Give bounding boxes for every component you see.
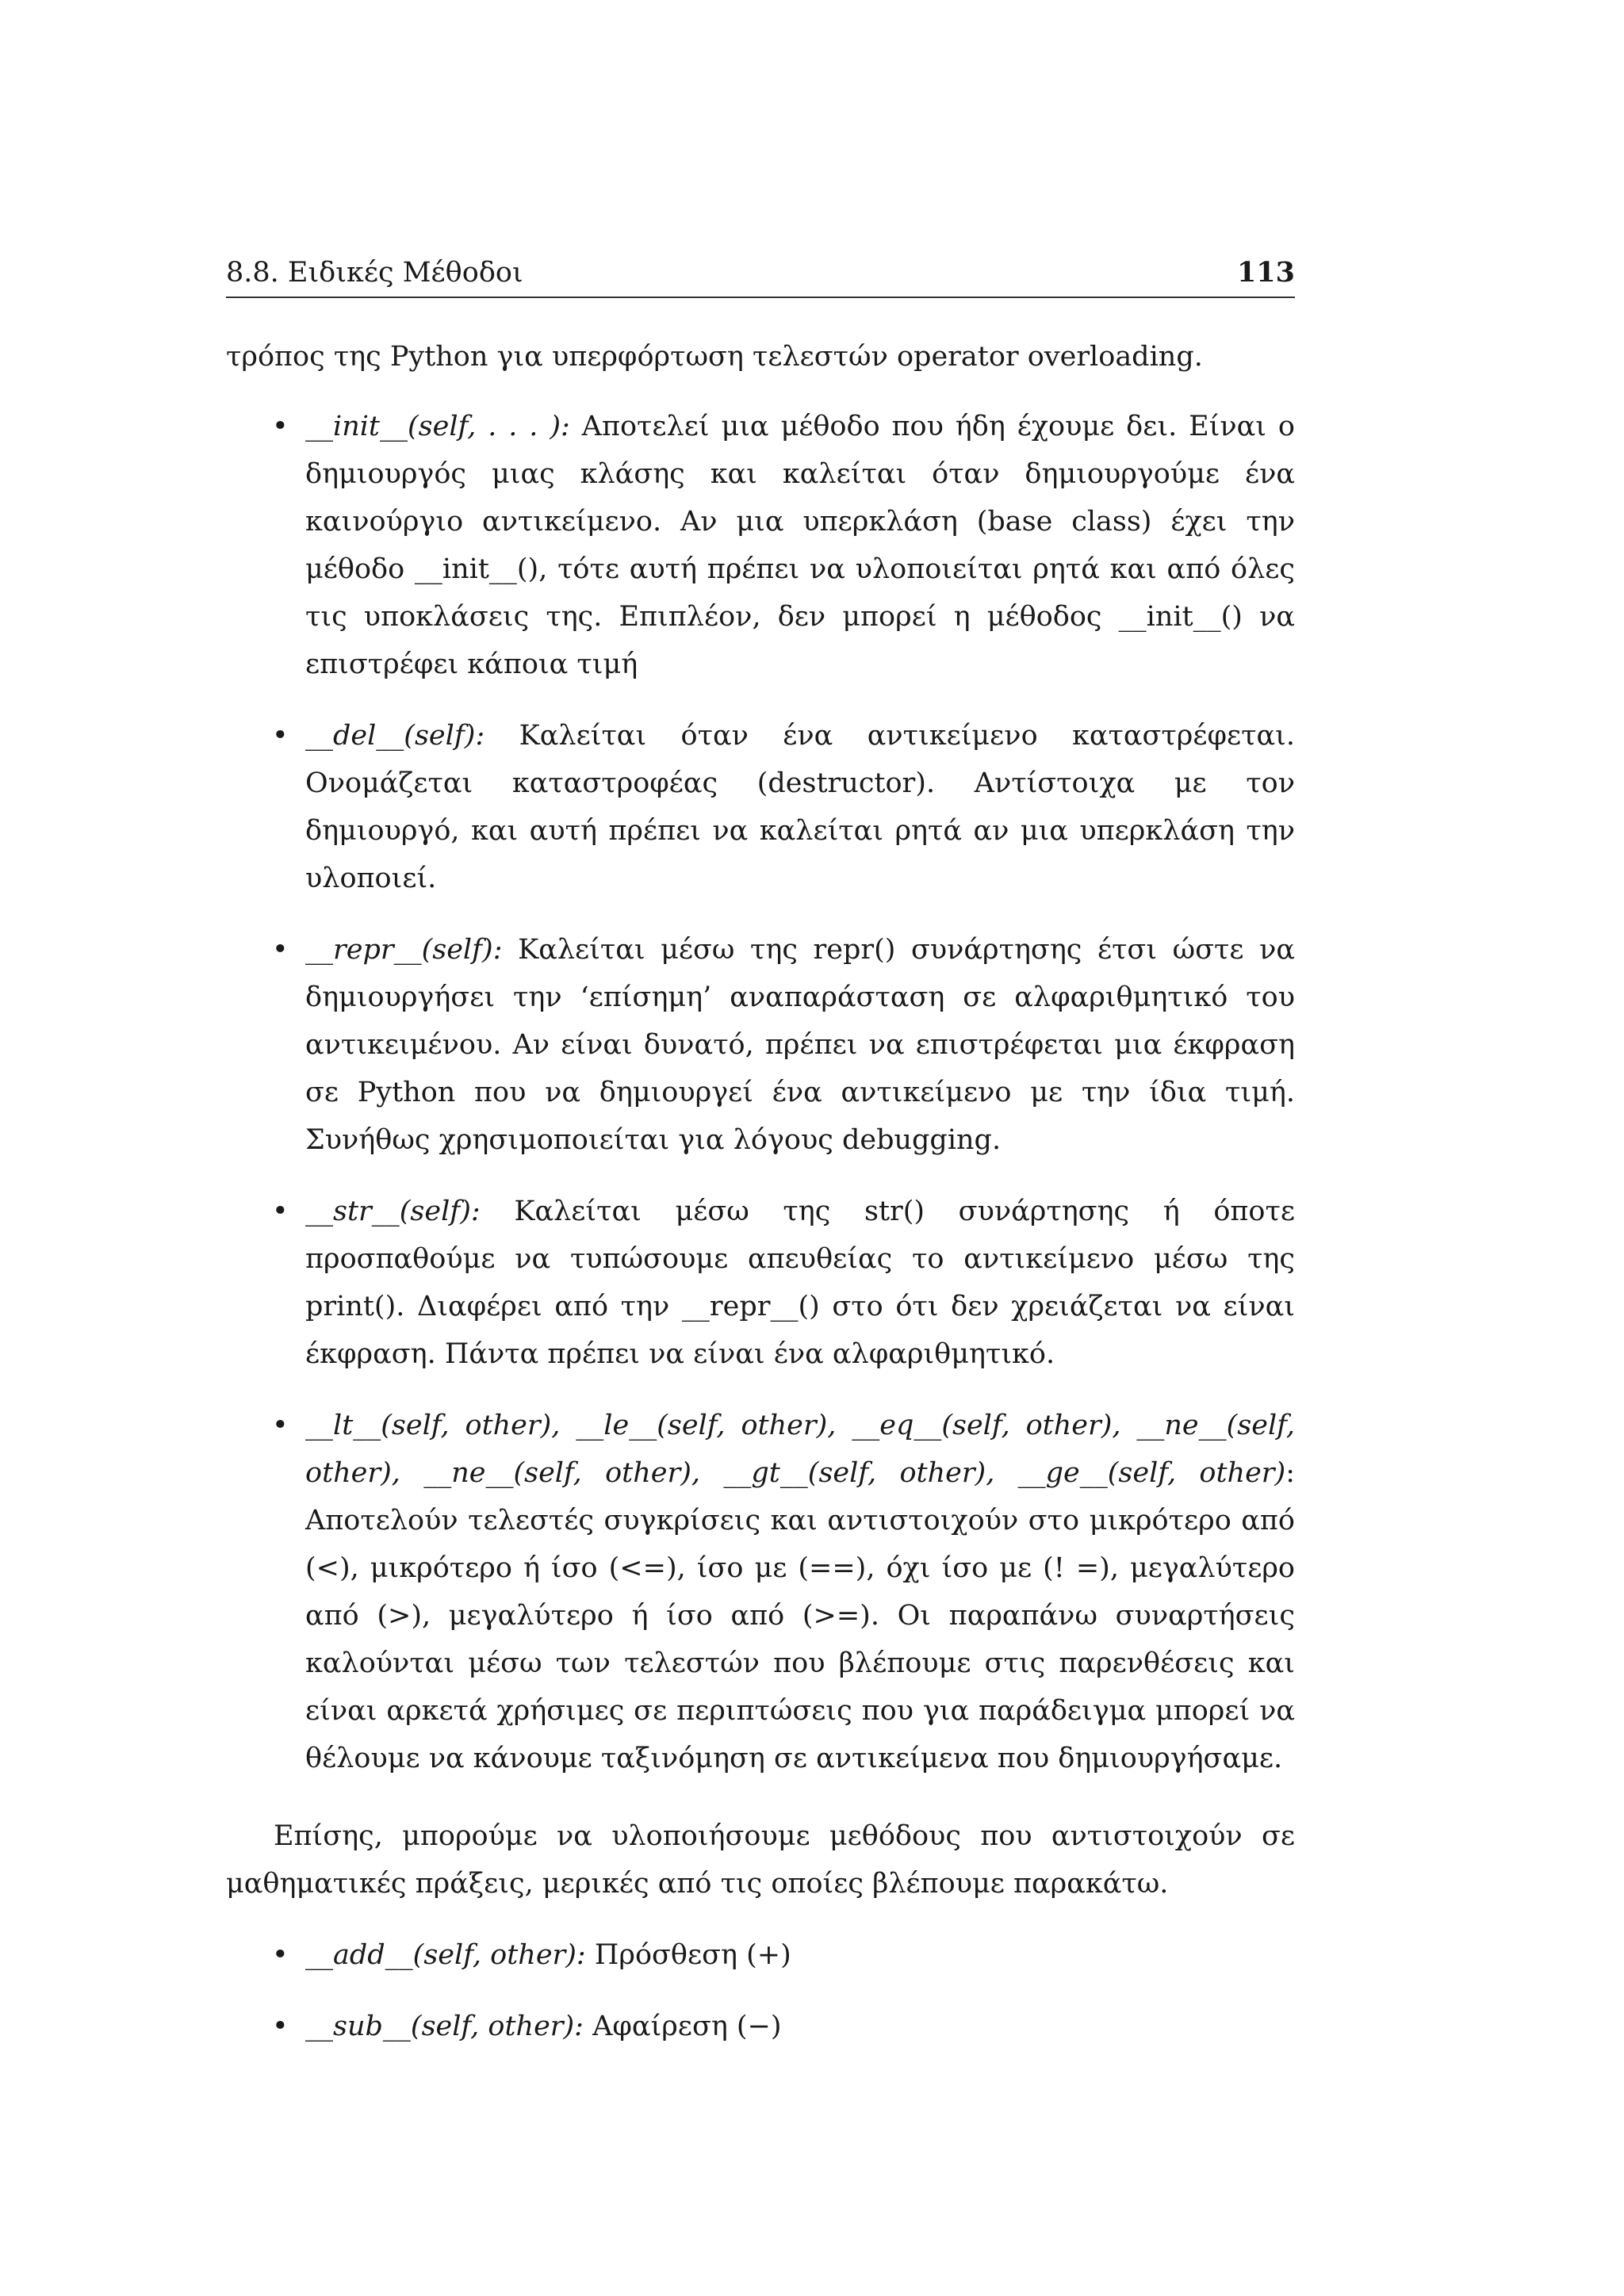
method-description: Καλείται μέσω της str() συνάρτησης ή όποτε προσπαθούμε να τυπώσουμε απευθείας το αντικείμενο μέσω της print(). Διαφέρει από την __repr__() στο ότι δεν χρειάζεται να είναι έκφραση. Πάντα πρέπει να είναι ένα αλφαριθμητικό. bbox=[305, 1196, 1295, 1370]
method-signature: __sub__(self, other): bbox=[305, 2011, 584, 2042]
math-methods-list bbox=[226, 1931, 1295, 2050]
intro-line: τρόπος της Python για υπερφόρτωση τελεστών operator overloading. bbox=[226, 341, 1203, 373]
method-description: Καλείται όταν ένα αντικείμενο καταστρέφεται. Ονομάζεται καταστροφέας (destructor). Αντίστοιχα με τον δημιουργό, και αυτή πρέπει να καλείται ρητά αν μια υπερκλάση την υλοποιεί. bbox=[305, 720, 1295, 894]
section-title: 8.8. Ειδικές Μέθοδοι bbox=[226, 257, 523, 289]
bullet-icon: • bbox=[272, 2011, 289, 2042]
method-description: Πρόσθεση (+) bbox=[585, 1939, 791, 1971]
bullet-icon: • bbox=[272, 411, 289, 442]
list-item bbox=[226, 1402, 1295, 1782]
list-item bbox=[226, 2003, 1295, 2050]
method-description: : Αποτελούν τελεστές συγκρίσεις και αντιστοιχούν στο μικρότερο από (<), μικρότερο ή ίσο (<=), ίσο με (==), όχι ίσο με (! =), μεγαλύτερο από (>), μεγαλύτερο ή ίσο από (>=). Οι παραπάνω συναρτήσεις καλούνται μέσω των τελεστών που βλέπουμε στις παρενθέσεις και είναι αρκετά χρήσιμες σε περιπτώσεις που για παράδειγμα μπορεί να θέλουμε να κάνουμε ταξινόμηση σε αντικείμενα που δημιουργήσαμε. bbox=[305, 1457, 1295, 1774]
paragraph-math-methods: Επίσης, μπορούμε να υλοποιήσουμε μεθόδους που αντιστοιχούν σε μαθηματικές πράξεις, μερικές από τις οποίες βλέπουμε παρακάτω. bbox=[226, 1820, 1295, 1900]
bullet-icon: • bbox=[272, 934, 289, 966]
method-signature: __lt__(self, other), __le__(self, other), __eq__(self, other), __ne__(self, other), __ne__(self, other), __gt__(self, other), __ge__(self, other) bbox=[305, 1410, 1295, 1489]
bullet-icon: • bbox=[272, 720, 289, 752]
bullet-icon: • bbox=[272, 1939, 289, 1971]
method-signature: __del__(self): bbox=[305, 720, 485, 752]
page bbox=[226, 254, 1295, 2074]
bullet-icon: • bbox=[272, 1196, 289, 1227]
method-description: Αφαίρεση (−) bbox=[583, 2011, 782, 2042]
method-signature: __add__(self, other): bbox=[305, 1939, 586, 1971]
method-signature: __repr__(self): bbox=[305, 934, 503, 966]
method-signature: __str__(self): bbox=[305, 1196, 481, 1227]
method-description: Αποτελεί μια μέθοδο που ήδη έχουμε δει. Είναι ο δημιουργός μιας κλάσης και καλείται όταν δημιουργούμε ένα καινούργιο αντικείμενο. Αν μια υπερκλάση (base class) έχει την μέθοδο __init__(), τότε αυτή πρέπει να υλοποιείται ρητά και από όλες τις υποκλάσεις της. Επιπλέον, δεν μπορεί η μέθοδος __init__() να επιστρέφει κάποια τιμή bbox=[305, 411, 1295, 680]
list-item bbox=[226, 926, 1295, 1164]
body bbox=[226, 333, 1295, 2050]
list-item bbox=[226, 712, 1295, 902]
method-description: Καλείται μέσω της repr() συνάρτησης έτσι ώστε να δημιουργήσει την ‘επίσημη’ αναπαράσταση σε αλφαριθμητικό του αντικειμένου. Αν είναι δυνατό, πρέπει να επιστρέφεται μια έκφραση σε Python που να δημιουργεί ένα αντικείμενο με την ίδια τιμή. Συνήθως χρησιμοποιείται για λόγους debugging. bbox=[305, 934, 1295, 1156]
list-item bbox=[226, 403, 1295, 688]
special-methods-list bbox=[226, 403, 1295, 1782]
list-item bbox=[226, 1188, 1295, 1378]
list-item bbox=[226, 1931, 1295, 1979]
method-signature: __init__(self, . . . ): bbox=[305, 411, 570, 442]
bullet-icon: • bbox=[272, 1410, 289, 1441]
page-number: 113 bbox=[1236, 256, 1295, 289]
running-head bbox=[226, 254, 1295, 298]
